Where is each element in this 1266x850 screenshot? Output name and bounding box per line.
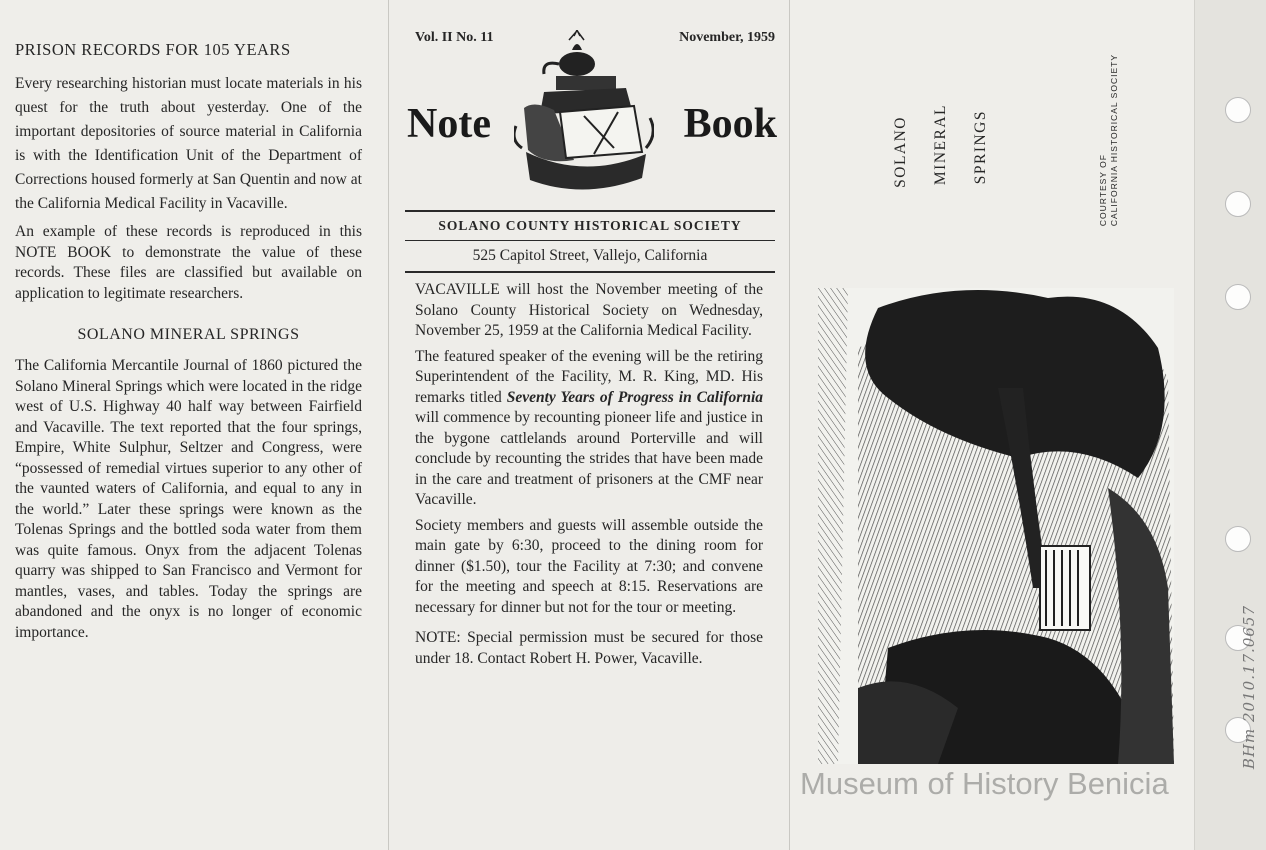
mineral-springs-subhead: SOLANO MINERAL SPRINGS bbox=[77, 326, 300, 343]
prison-records-title: PRISON RECORDS FOR 105 YEARS bbox=[15, 40, 291, 59]
lecture-title: Seventy Years of Progress in California bbox=[506, 388, 764, 406]
courtesy-credit bbox=[1098, 54, 1120, 226]
vertical-title-solano: SOLANO bbox=[892, 116, 909, 188]
middle-panel bbox=[388, 0, 790, 850]
society-banner bbox=[405, 210, 775, 273]
left-panel bbox=[0, 0, 388, 850]
springs-engraving bbox=[818, 288, 1174, 764]
courtesy-line-1: COURTESY OF bbox=[1098, 154, 1108, 227]
meeting-paragraph-3: Society members and guests will assemble outside the main gate by 6:30, proceed to the dining room for dinner ($1.50), tour the Facility at 7:30; and convene for the meeting and speech at 8:15. Reservations are necessary for dinner but not for the tour or meeting. bbox=[415, 516, 763, 616]
mineral-springs-paragraph: The California Mercantile Journal of 1860 pictured the Solano Mineral Springs which were located in the ridge west of U.S. Highway 40 half way between Fairfield and Vacaville. The text reported that the four springs, Empire, White Sulphur, Seltzer and Congress, were “possessed of remedial virtues superior to any other of the vaunted waters of California, and equal to any in the world.” Later these springs were known as the Tolenas Springs and the bottled soda water from them was quite famous. Onyx from the adjacent Tolenas quarry was shipped to San Francisco and Vermont for mantles, vases, and tables. Today the springs are abandoned and the onyx is no longer of economic importance. bbox=[15, 357, 362, 641]
vertical-title-mineral: MINERAL bbox=[932, 104, 949, 186]
museum-watermark: Museum of History Benicia bbox=[800, 766, 1169, 801]
issue-date: November, 1959 bbox=[679, 30, 775, 45]
masthead-book: Book bbox=[683, 101, 777, 147]
catalog-number: BHm 2010.17.0657 bbox=[1240, 605, 1258, 770]
prison-records-paragraph-2: An example of these records is reproduced in this NOTE BOOK to demonstrate the value of these records. These files are classified but available on application to legitimate researchers. bbox=[15, 223, 362, 302]
meeting-announcement bbox=[415, 280, 763, 674]
society-address: 525 Capitol Street, Vallejo, California bbox=[472, 247, 708, 264]
prison-records-paragraph-1: Every researching historian must locate materials in his quest for the truth about yesterday. One of the important depositories of source material in California is with the Identification Unit of the Department of Corrections housed formerly at San Quentin and now at the California Medical Facility in Vacaville. bbox=[15, 75, 362, 212]
masthead bbox=[407, 100, 777, 170]
speaker-text-a: The featured speaker of the evening will be the retiring Superintendent of the Facility, M. R. King, MD. His remarks titled bbox=[415, 347, 763, 406]
binder-hole bbox=[1225, 97, 1251, 123]
binder-hole bbox=[1225, 526, 1251, 552]
note-paragraph: NOTE: Special permission must be secured for those under 18. Contact Robert H. Power, Vacaville. bbox=[415, 629, 763, 667]
volume-number: Vol. II No. 11 bbox=[415, 30, 494, 45]
masthead-note: Note bbox=[407, 101, 491, 147]
right-panel bbox=[790, 0, 1194, 850]
vertical-title-springs: SPRINGS bbox=[972, 110, 989, 185]
binder-hole bbox=[1225, 191, 1251, 217]
speaker-text-b: will commence by recounting pioneer life and justice in the bygone cattlelands around Porterville and will conclude by recounting the strides that have been made in the care and treatment of prisoners at the CMF near Vacaville. bbox=[415, 409, 763, 508]
courtesy-line-2: CALIFORNIA HISTORICAL SOCIETY bbox=[1109, 54, 1119, 227]
meeting-paragraph-2 bbox=[415, 347, 763, 511]
society-name: SOLANO COUNTY HISTORICAL SOCIETY bbox=[405, 218, 775, 241]
meeting-paragraph-1: VACAVILLE will host the November meeting of the Solano County Historical Society on Wednesday, November 25, 1959 at the California Medical Facility. bbox=[415, 281, 763, 339]
binder-hole bbox=[1225, 284, 1251, 310]
